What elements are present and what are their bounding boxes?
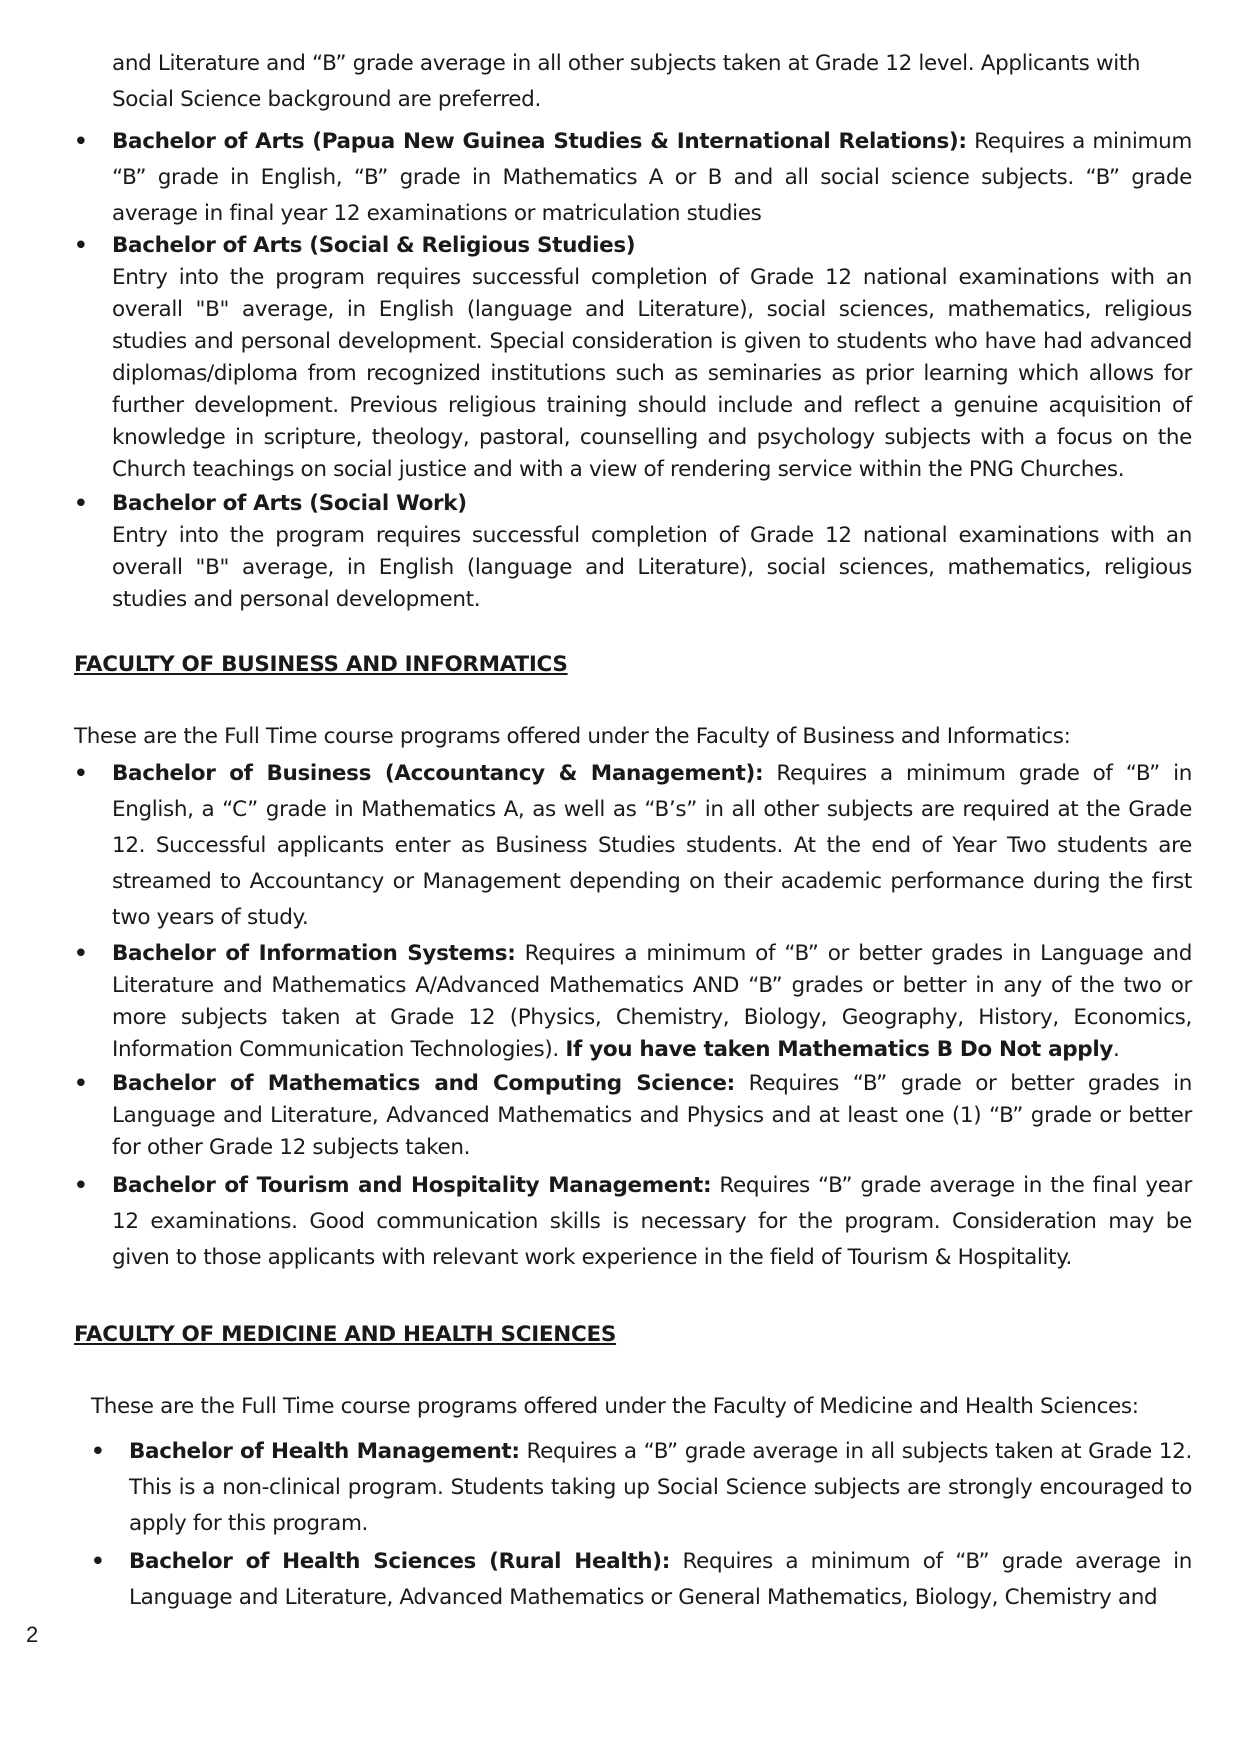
list-item <box>91 1544 1192 1616</box>
bullet-icon: • <box>74 1173 88 1198</box>
list-item <box>74 124 1192 232</box>
section-heading-business: FACULTY OF BUSINESS AND INFORMATICS <box>74 652 568 677</box>
program-title: Bachelor of Arts (Social & Religious Studies) <box>112 233 636 258</box>
list-item <box>74 1068 1193 1164</box>
list-item <box>74 938 1192 1066</box>
business-program-list <box>74 756 1193 1276</box>
program-title: Bachelor of Mathematics and Computing Science: <box>112 1071 735 1096</box>
program-text: Entry into the program requires successful completion of Grade 12 national examinations with an overall "B" average, in English (language and Literature), social sciences, mathematics, religious studies and personal development. Special consideration is given to students who have had advanced diplomas/diploma from recognized institutions such as seminaries as prior learning which allows for further development. Previous religious training should include and reflect a genuine acquisition of knowledge in scripture, theology, pastoral, counselling and psychology subjects with a focus on the Church teachings on social justice and with a view of rendering service within the PNG Churches. <box>112 265 1192 482</box>
program-title: Bachelor of Business (Accountancy & Management): <box>112 761 764 786</box>
program-title: Bachelor of Health Sciences (Rural Health): <box>129 1549 670 1574</box>
bullet-icon: • <box>74 129 88 154</box>
program-warning: If you have taken Mathematics B Do Not apply <box>565 1037 1114 1062</box>
section-intro-medicine: These are the Full Time course programs offered under the Faculty of Medicine and Health Sciences: <box>91 1394 1139 1419</box>
program-title: Bachelor of Arts (Papua New Guinea Studies & International Relations): <box>112 129 967 154</box>
medicine-program-list <box>91 1434 1192 1616</box>
program-title: Bachelor of Information Systems: <box>112 941 516 966</box>
bullet-icon: • <box>74 491 88 516</box>
bullet-icon: • <box>74 761 88 786</box>
list-item <box>74 1168 1192 1276</box>
section-intro-business: These are the Full Time course programs offered under the Faculty of Business and Informatics: <box>74 724 1071 749</box>
program-text: Requires a minimum of “B” or better grades in Language and Literature and Mathematics A/Advanced Mathematics AND “B” grades or better in any of the two or more subjects taken at Grade 12 (Physics, Chemistry, Biology, Geography, History, Economics, Information Communication Technologies). <box>112 941 1192 1062</box>
page-number: 2 <box>26 1622 39 1647</box>
bullet-icon: • <box>74 941 88 966</box>
arts-program-list <box>74 124 1192 616</box>
list-item <box>74 756 1192 936</box>
bullet-icon: • <box>74 233 88 258</box>
program-title: Bachelor of Arts (Social Work) <box>112 491 467 516</box>
list-item <box>74 488 1192 616</box>
bullet-icon: • <box>74 1071 88 1096</box>
program-text: Requires “B” grade average in the final year 12 examinations. Good communication skills is necessary for the program. Consideration may be given to those applicants with relevant work experience in the field of Tourism & Hospitality. <box>112 1173 1192 1270</box>
program-text: Requires a minimum “B” grade in English, “B” grade in Mathematics A or B and all social science subjects. “B” grade average in final year 12 examinations or matriculation studies <box>112 129 1192 226</box>
bullet-icon: • <box>91 1549 105 1574</box>
list-item <box>74 230 1192 486</box>
bullet-icon: • <box>91 1439 105 1464</box>
program-text: Requires a minimum grade of “B” in English, a “C” grade in Mathematics A, as well as “B’s” in all other subjects are required at the Grade 12. Successful applicants enter as Business Studies students. At the end of Year Two students are streamed to Accountancy or Management depending on their academic performance during the first two years of study. <box>112 761 1192 930</box>
section-heading-medicine: FACULTY OF MEDICINE AND HEALTH SCIENCES <box>74 1322 617 1347</box>
continuation-paragraph: and Literature and “B” grade average in all other subjects taken at Grade 12 level. Applicants with Social Science background are preferred. <box>112 51 1141 112</box>
program-text-tail: . <box>1113 1037 1120 1062</box>
program-text: Requires “B” grade or better grades in Language and Literature, Advanced Mathematics and Physics and at least one (1) “B” grade or better for other Grade 12 subjects taken. <box>112 1071 1193 1160</box>
program-title: Bachelor of Health Management: <box>129 1439 520 1464</box>
program-text: Requires a minimum of “B” grade average in Language and Literature, Advanced Mathematics or General Mathematics, Biology, Chemistry and <box>129 1549 1192 1610</box>
program-title: Bachelor of Tourism and Hospitality Management: <box>112 1173 712 1198</box>
list-item <box>91 1434 1192 1542</box>
program-text: Requires a “B” grade average in all subjects taken at Grade 12. This is a non-clinical program. Students taking up Social Science subjects are strongly encouraged to apply for this program. <box>129 1439 1192 1536</box>
program-text: Entry into the program requires successful completion of Grade 12 national examinations with an overall "B" average, in English (language and Literature), social sciences, mathematics, religious studies and personal development. <box>112 523 1192 612</box>
